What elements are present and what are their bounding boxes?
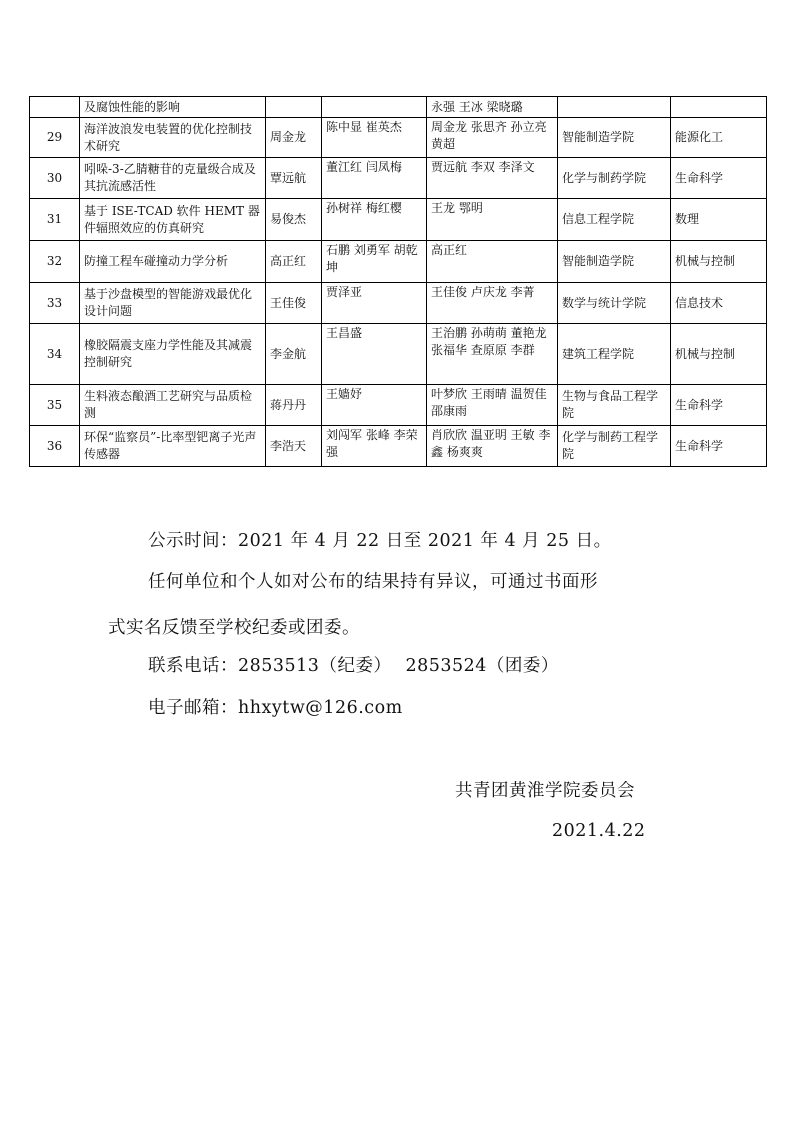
college-cell: 生物与食品工程学院 <box>558 385 671 426</box>
notice-period: 公示时间：2021 年 4 月 22 日至 2021 年 4 月 25 日。 <box>148 531 612 551</box>
advisor-cell <box>322 97 427 118</box>
no-cell: 30 <box>30 158 80 199</box>
leader-cell: 蒋丹丹 <box>266 385 322 426</box>
no-cell: 33 <box>30 283 80 324</box>
advisor-cell: 贾泽亚 <box>322 283 427 324</box>
members-cell: 贾远航 李双 李泽文 <box>427 158 558 199</box>
table-row <box>30 199 767 241</box>
leader-cell: 覃远航 <box>266 158 322 199</box>
table-row <box>30 97 767 118</box>
leader-cell: 李浩天 <box>266 426 322 467</box>
leader-cell: 易俊杰 <box>266 199 322 241</box>
table-row <box>30 118 767 158</box>
project-cell: 防撞工程车碰撞动力学分析 <box>80 241 266 283</box>
no-cell: 34 <box>30 324 80 385</box>
advisor-cell: 董江红 闫凤梅 <box>322 158 427 199</box>
signature-org: 共青团黄淮学院委员会 <box>455 781 635 801</box>
notice-objection-line2: 式实名反馈至学校纪委或团委。 <box>108 618 360 638</box>
members-cell: 王治鹏 孙萌萌 董艳龙 张福华 查原原 李群 <box>427 324 558 385</box>
table-row <box>30 158 767 199</box>
category-cell: 能源化工 <box>671 118 767 158</box>
category-cell: 生命科学 <box>671 426 767 467</box>
category-cell: 数理 <box>671 199 767 241</box>
category-cell: 机械与控制 <box>671 241 767 283</box>
project-cell: 吲哚-3-乙腈糖苷的克量级合成及其抗流感活性 <box>80 158 266 199</box>
no-cell: 36 <box>30 426 80 467</box>
college-cell: 数学与统计学院 <box>558 283 671 324</box>
category-cell: 信息技术 <box>671 283 767 324</box>
members-cell: 永强 王冰 梁晓璐 <box>427 97 558 118</box>
members-cell: 叶梦欣 王雨晴 温贺佳 邵康雨 <box>427 385 558 426</box>
leader-cell: 周金龙 <box>266 118 322 158</box>
table-row <box>30 426 767 467</box>
project-cell: 海洋波浪发电装置的优化控制技术研究 <box>80 118 266 158</box>
advisor-cell: 刘闯军 张峰 李荣强 <box>322 426 427 467</box>
no-cell: 29 <box>30 118 80 158</box>
members-cell: 王龙 鄂明 <box>427 199 558 241</box>
contact-email[interactable]: 电子邮箱：hhxytw@126.com <box>148 698 403 718</box>
advisor-cell: 王昌盛 <box>322 324 427 385</box>
notice-objection-line1: 任何单位和个人如对公布的结果持有异议，可通过书面形 <box>148 572 598 592</box>
contact-phone-2: 2853524（团委） <box>405 656 559 676</box>
project-cell: 生料液态酿酒工艺研究与品质检测 <box>80 385 266 426</box>
members-cell: 周金龙 张思齐 孙立亮 黄超 <box>427 118 558 158</box>
college-cell: 化学与制药学院 <box>558 158 671 199</box>
advisor-cell: 孙树祥 梅红樱 <box>322 199 427 241</box>
project-cell: 环保“监察员”-比率型钯离子光声传感器 <box>80 426 266 467</box>
category-cell: 生命科学 <box>671 158 767 199</box>
leader-cell: 李金航 <box>266 324 322 385</box>
members-cell: 王佳俊 卢庆龙 李菁 <box>427 283 558 324</box>
college-cell: 信息工程学院 <box>558 199 671 241</box>
college-cell: 智能制造学院 <box>558 241 671 283</box>
contact-phone-1: 联系电话：2853513（纪委） <box>148 656 392 676</box>
contact-phone <box>148 652 559 677</box>
leader-cell <box>266 97 322 118</box>
signature-date: 2021.4.22 <box>552 821 646 841</box>
no-cell: 32 <box>30 241 80 283</box>
project-cell: 基于 ISE-TCAD 软件 HEMT 器件辐照效应的仿真研究 <box>80 199 266 241</box>
advisor-cell: 王嫱妤 <box>322 385 427 426</box>
members-cell: 肖欣欣 温亚明 王敏 李鑫 杨爽爽 <box>427 426 558 467</box>
category-cell <box>671 97 767 118</box>
table-row <box>30 385 767 426</box>
table-row <box>30 324 767 385</box>
advisor-cell: 石鹏 刘勇军 胡乾坤 <box>322 241 427 283</box>
category-cell: 生命科学 <box>671 385 767 426</box>
leader-cell: 王佳俊 <box>266 283 322 324</box>
project-cell: 及腐蚀性能的影响 <box>80 97 266 118</box>
leader-cell: 高正红 <box>266 241 322 283</box>
college-cell: 建筑工程学院 <box>558 324 671 385</box>
table-row <box>30 283 767 324</box>
results-table <box>29 96 767 467</box>
results-table-body <box>30 97 767 467</box>
college-cell <box>558 97 671 118</box>
project-cell: 基于沙盘模型的智能游戏最优化设计问题 <box>80 283 266 324</box>
project-cell: 橡胶隔震支座力学性能及其减震控制研究 <box>80 324 266 385</box>
advisor-cell: 陈中显 崔英杰 <box>322 118 427 158</box>
members-cell: 高正红 <box>427 241 558 283</box>
no-cell: 31 <box>30 199 80 241</box>
college-cell: 智能制造学院 <box>558 118 671 158</box>
category-cell: 机械与控制 <box>671 324 767 385</box>
no-cell <box>30 97 80 118</box>
table-row <box>30 241 767 283</box>
college-cell: 化学与制药工程学院 <box>558 426 671 467</box>
no-cell: 35 <box>30 385 80 426</box>
